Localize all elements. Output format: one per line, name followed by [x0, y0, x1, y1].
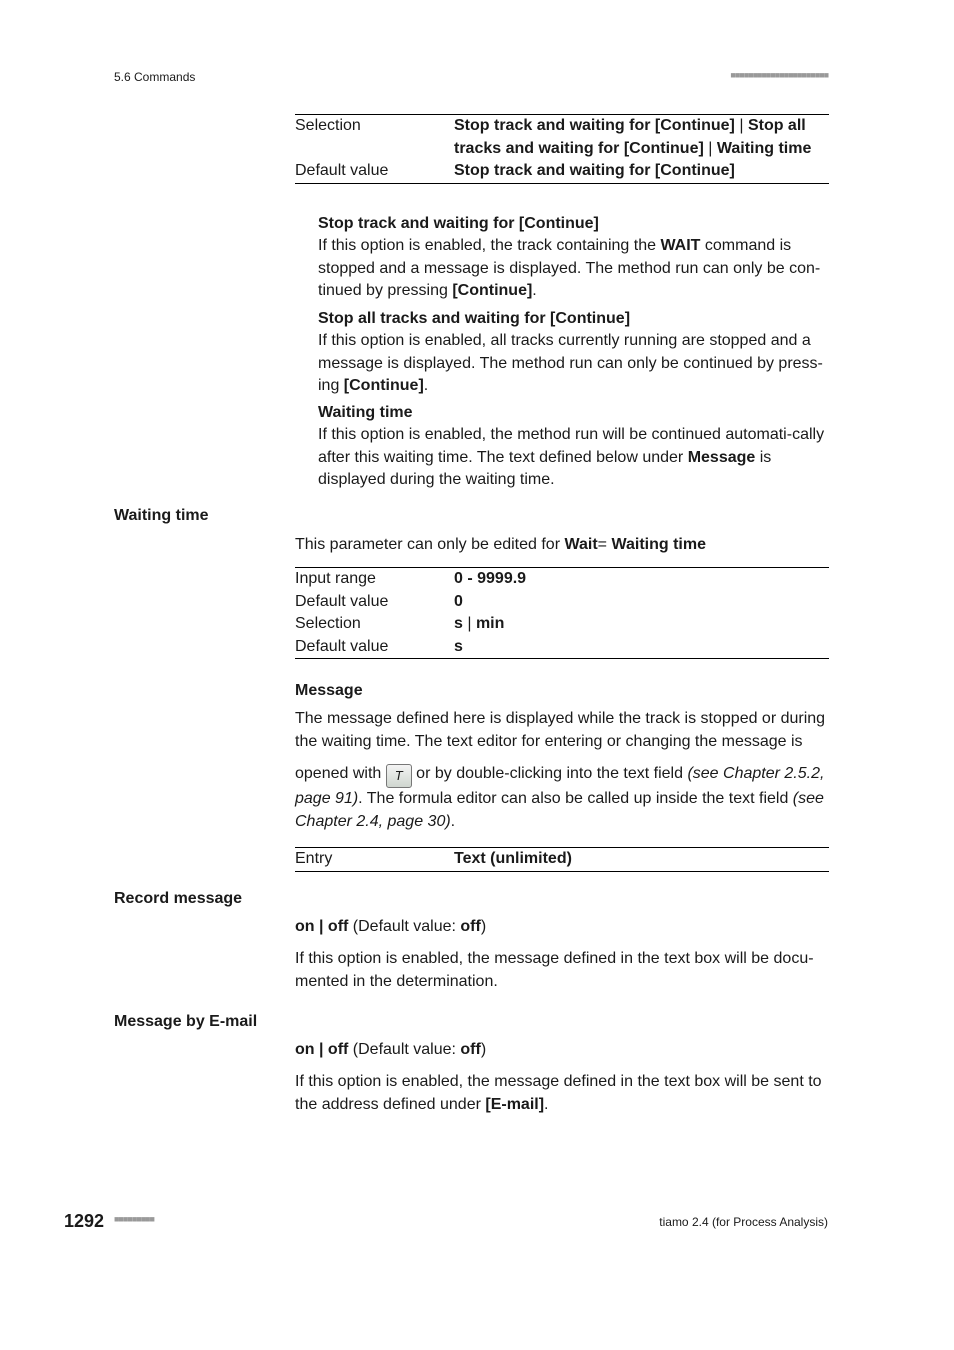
param-value: Stop track and waiting for [Continue] | Stop all tracks and waiting for [Continue] | Waiting time	[454, 117, 812, 157]
param-key: Default value	[295, 592, 389, 610]
wait-mode-table	[295, 114, 829, 184]
waiting-time-intro: This parameter can only be edited for Wait= Waiting time	[295, 536, 706, 553]
table-row	[295, 115, 829, 161]
section-heading-waiting-time: Waiting time	[114, 507, 209, 524]
param-value: s	[454, 637, 463, 655]
running-header-section: 5.6 Commands	[114, 70, 196, 84]
param-value: Text (unlimited)	[454, 850, 572, 867]
param-value: Stop track and waiting for [Continue]	[454, 162, 735, 179]
section-heading-record-message: Record message	[114, 890, 243, 907]
text-editor-icon[interactable]: T	[386, 764, 412, 788]
param-key: Selection	[295, 117, 361, 134]
option-description: If this option is enabled, all tracks currently running are stopped and a message is displayed. The method run can only be continued by press-ing [Continue].	[318, 332, 823, 395]
table-row	[295, 848, 829, 872]
header-decoration: ■■■■■■■■■■■■■■■■■■■■■■	[730, 70, 828, 80]
waiting-time-table	[295, 567, 829, 659]
option-title: Stop all tracks and waiting for [Continue]	[318, 310, 631, 327]
param-key: Entry	[295, 850, 333, 867]
table-row	[295, 636, 829, 659]
table-row	[295, 613, 829, 636]
record-message-values: on | off (Default value: off)	[295, 918, 487, 935]
table-row	[295, 160, 829, 183]
option-stop-track	[318, 213, 828, 303]
message-email-values: on | off (Default value: off)	[295, 1041, 487, 1058]
option-waiting-time	[318, 402, 828, 492]
param-value: s | min	[454, 615, 505, 632]
table-row	[295, 591, 829, 614]
option-description: If this option is enabled, the method run will be continued automati-cally after this waiting time. The text defined below under Message is displayed during the waiting time.	[318, 426, 825, 489]
message-description: The message defined here is displayed while the track is stopped or during the waiting time. The text editor for entering or changing the message is opened with T or by double-clicking into the text field (see Chapter 2.5.2, page 91). The formula editor can also be called up inside the text field (see Chapter 2.4, page 30).	[295, 710, 826, 830]
message-heading: Message	[295, 682, 363, 699]
message-table	[295, 847, 829, 872]
param-key: Input range	[295, 570, 376, 587]
record-message-description: If this option is enabled, the message defined in the text box will be docu-mented in the determination.	[295, 950, 814, 990]
option-stop-all-tracks	[318, 308, 828, 398]
section-heading-message-email: Message by E-mail	[114, 1013, 258, 1030]
option-title: Waiting time	[318, 404, 413, 421]
param-key: Default value	[295, 162, 389, 179]
param-value: 0 - 9999.9	[454, 570, 527, 587]
option-description: If this option is enabled, the track containing the WAIT command is stopped and a message is displayed. The method run can only be con-tinued by pressing [Continue].	[318, 237, 821, 300]
option-title: Stop track and waiting for [Continue]	[318, 215, 599, 232]
param-key: Selection	[295, 615, 361, 632]
footer-product: tiamo 2.4 (for Process Analysis)	[659, 1215, 828, 1229]
param-key: Default value	[295, 637, 389, 655]
footer-decoration: ■■■■■■■■■	[114, 1214, 154, 1224]
table-row	[295, 568, 829, 591]
message-email-description: If this option is enabled, the message defined in the text box will be sent to the address defined under [E-mail].	[295, 1073, 822, 1113]
page-number: 1292	[64, 1211, 105, 1231]
param-value: 0	[454, 592, 463, 610]
